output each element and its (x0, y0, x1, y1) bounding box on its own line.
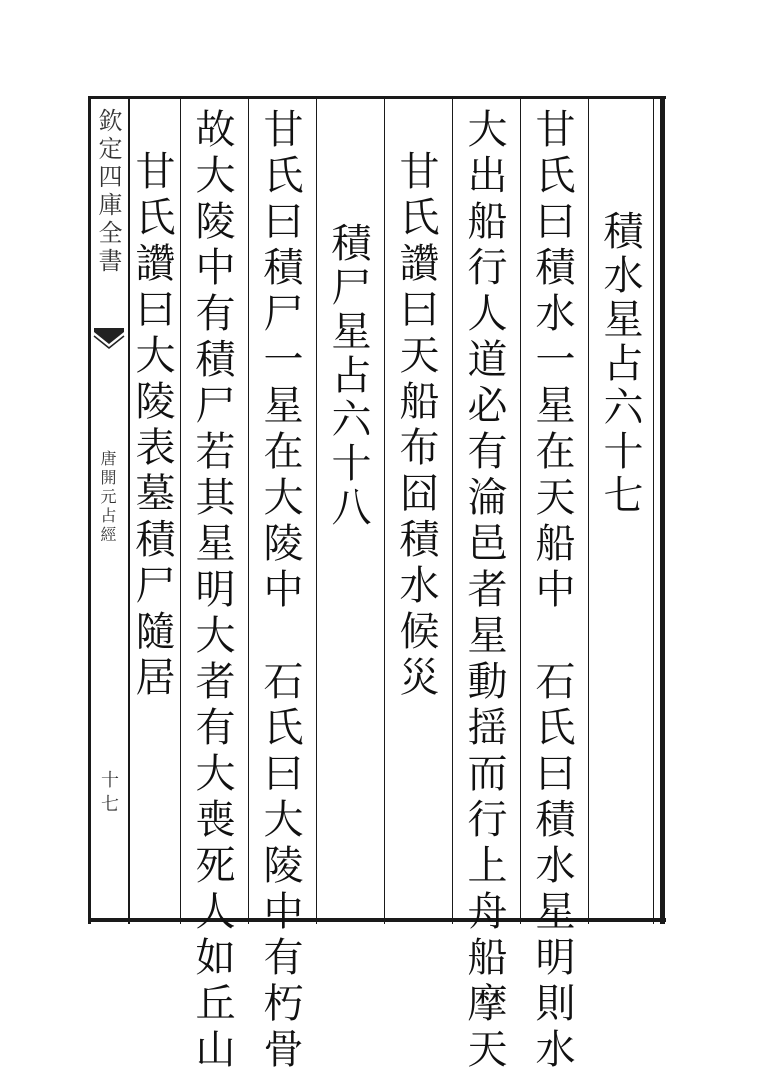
frame-top-rule (88, 96, 666, 99)
section-heading: 積尸星占六十八 (325, 222, 371, 530)
frame-left-rule (88, 96, 91, 924)
column-divider (384, 96, 385, 924)
text-column (126, 150, 178, 702)
column-text: 甘氏曰積尸一星在大陵中 石氏曰大陵中有朽骨 (257, 108, 303, 1074)
page-number-text: 十七 (98, 770, 119, 818)
column-divider (520, 96, 521, 924)
text-column (254, 108, 306, 1074)
section-heading: 積水星占六十七 (597, 210, 643, 518)
book-title (96, 108, 126, 280)
page-number (99, 770, 125, 822)
column-text: 故大陵中有積尸若其星明大者有大喪死人如丘山 (189, 108, 235, 1074)
column-text: 大出船行人道必有淪邑者星動揺而行上舟船摩天 (461, 108, 507, 1074)
frame-right-rule (660, 96, 665, 924)
text-column (390, 150, 442, 702)
frame-right-inner-rule (653, 96, 654, 924)
column-text: 甘氏讚曰天船布囧積水候災 (393, 150, 439, 702)
column-text: 甘氏曰積水一星在天船中 石氏曰積水星明則水 (529, 108, 575, 1074)
text-column (186, 108, 238, 1074)
column-divider (452, 96, 453, 924)
text-column (458, 108, 510, 1074)
book-subtitle (99, 450, 125, 549)
book-title-text: 欽定四庫全書 (94, 108, 122, 276)
column-text: 甘氏讚曰大陵表墓積尸隨居 (129, 150, 175, 702)
text-column-heading (594, 210, 646, 518)
frame-bottom-rule (88, 918, 666, 922)
fishtail-mark-icon (92, 326, 126, 366)
column-divider (248, 96, 249, 924)
book-subtitle-text: 唐開元占經 (98, 450, 117, 545)
text-column (526, 108, 578, 1074)
column-divider (180, 96, 181, 924)
text-column-heading (322, 222, 374, 530)
column-divider (316, 96, 317, 924)
column-divider (588, 96, 589, 924)
